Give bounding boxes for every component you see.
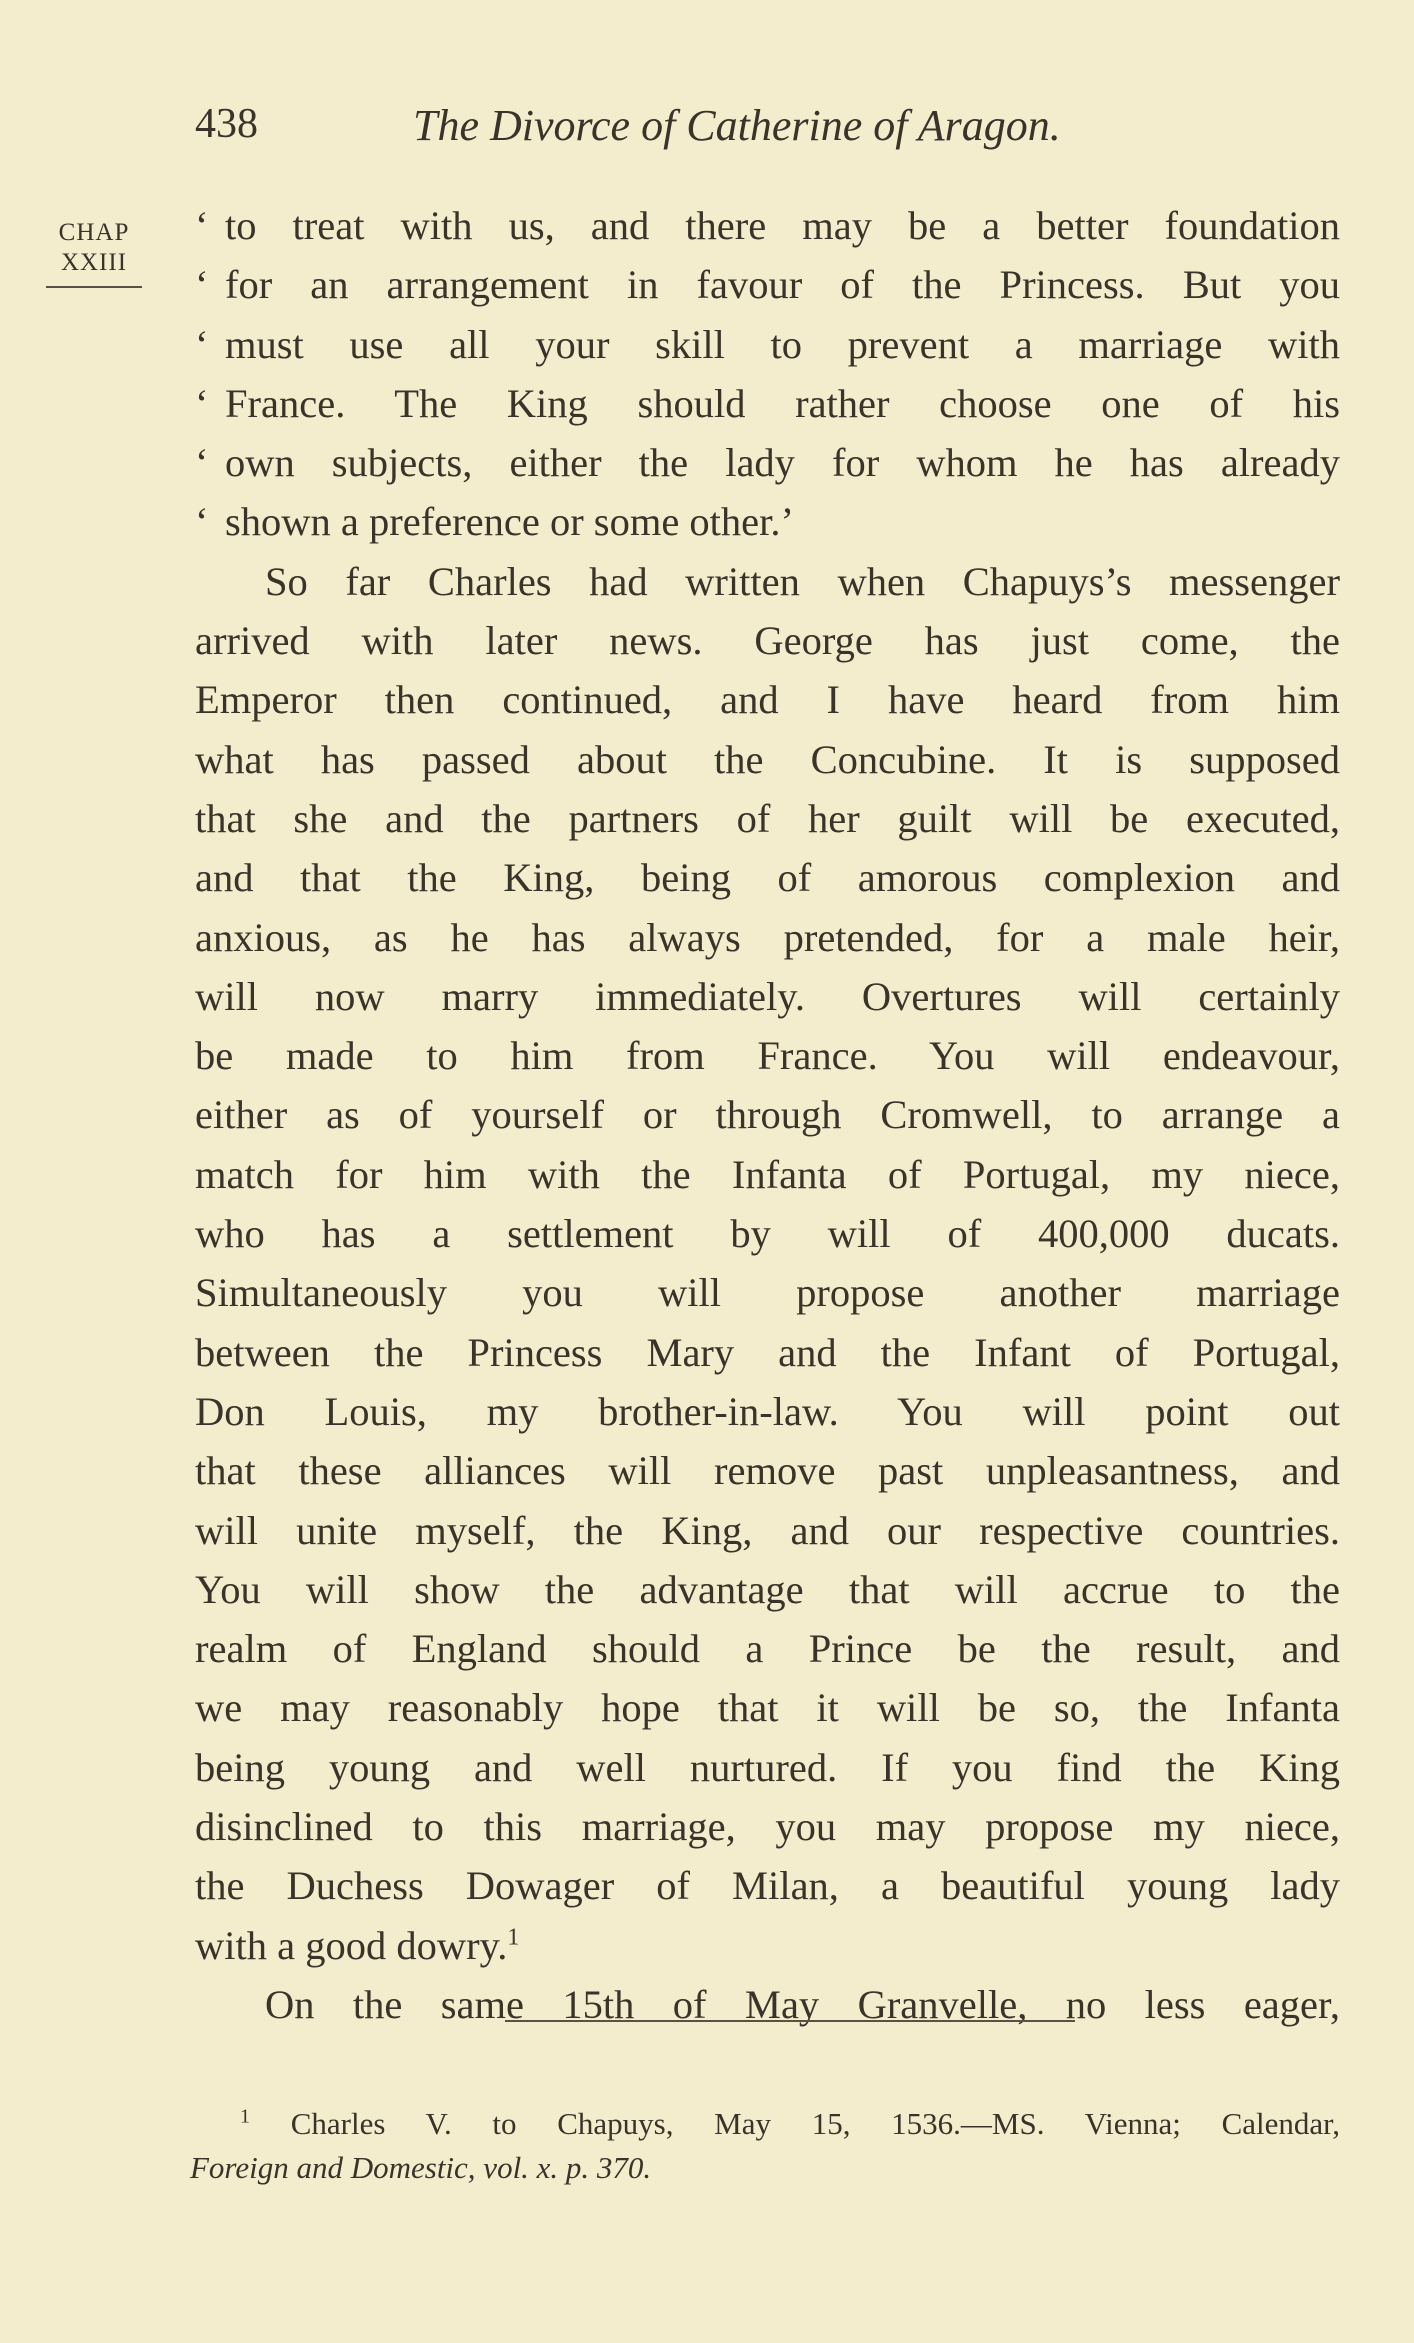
paragraph-line: match for him with the Infanta of Portugal, my niece, — [195, 1151, 1340, 1197]
footnote-line: $^1$ Charles V. to Chapuys, May 15, 1536.—MS. Vienna; Calendar, — [240, 2105, 1340, 2141]
paragraph-line: what has passed about the Concubine. It is supposed — [195, 736, 1340, 782]
paragraph-line: Simultaneously you will propose another marriage — [195, 1270, 1340, 1316]
body-text — [195, 196, 1340, 2034]
paragraph-line: being young and well nurtured. If you find the King — [195, 1744, 1340, 1790]
paragraph-line: the Duchess Dowager of Milan, a beautiful young lady — [195, 1863, 1340, 1909]
quote-mark: ‘ — [195, 321, 209, 367]
chapter-margin-note — [44, 218, 144, 288]
quote-mark: ‘ — [195, 499, 209, 545]
paragraph-line: who has a settlement by will of 400,000 ducats. — [195, 1211, 1340, 1257]
paragraph-line: realm of England should a Prince be the result, and — [195, 1626, 1340, 1672]
quote-line: ‘ must use all your skill to prevent a marriage with — [195, 315, 1340, 374]
quote-line: ‘ own subjects, either the lady for whom he has already — [195, 433, 1340, 492]
footnote-line: Foreign and Domestic, vol. x. p. 370. — [190, 2150, 652, 2185]
paragraph-line: disinclined to this marriage, you may propose my niece, — [195, 1804, 1340, 1850]
quote-line: ‘ shown a preference or some other.’ — [195, 492, 1340, 551]
margin-rule — [46, 286, 142, 288]
page-number: 438 — [195, 101, 258, 147]
paragraph-line: So far Charles had written when Chapuys’s messenger — [265, 558, 1340, 604]
running-title: The Divorce of Catherine of Aragon. — [413, 101, 1061, 150]
paragraph-line: that she and the partners of her guilt will be executed, — [195, 795, 1340, 841]
quote-mark: ‘ — [195, 203, 209, 248]
paragraph-line: between the Princess Mary and the Infant of Portugal, — [195, 1329, 1340, 1375]
paragraph-line: and that the King, being of amorous complexion and — [195, 855, 1340, 901]
paragraph-line: be made to him from France. You will endeavour, — [195, 1033, 1340, 1079]
page-header — [195, 100, 1340, 160]
chapter-label: CHAP — [58, 219, 130, 246]
paragraph-line: anxious, as he has always pretended, for a male heir, — [195, 914, 1340, 960]
quote-mark: ‘ — [195, 440, 209, 486]
footnote-marker: 1 — [240, 2105, 250, 2128]
footnote-divider — [505, 2020, 1075, 2022]
quote-line: ‘ for an arrangement in favour of the Princess. But you — [195, 255, 1340, 314]
chapter-number: XXIII — [60, 249, 128, 276]
paragraph-line: that these alliances will remove past unpleasantness, and — [195, 1448, 1340, 1494]
quote-line: ‘ to treat with us, and there may be a better foundation — [195, 196, 1340, 255]
quote-mark: ‘ — [195, 262, 209, 308]
paragraph-line: will now marry immediately. Overtures will certainly — [195, 973, 1340, 1019]
paragraph-line: we may reasonably hope that it will be so, the Infanta — [195, 1685, 1340, 1731]
footnote — [190, 2102, 1340, 2190]
footnote-reference[interactable]: 1 — [507, 1924, 520, 1951]
paragraph-line: arrived with later news. George has just come, the — [195, 618, 1340, 664]
paragraph-line: Don Louis, my brother-in-law. You will point out — [195, 1388, 1340, 1434]
paragraph-line: You will show the advantage that will accrue to the — [195, 1566, 1340, 1612]
quote-mark: ‘ — [195, 380, 209, 426]
paragraph-line: Emperor then continued, and I have heard from him — [195, 677, 1340, 723]
paragraph-line: will unite myself, the King, and our respective countries. — [195, 1507, 1340, 1553]
paragraph-line: On the same 15th of May Granvelle, no less eager, — [265, 1981, 1340, 2027]
paragraph-line: either as of yourself or through Cromwell, to arrange a — [195, 1092, 1340, 1138]
quote-line: ‘ France. The King should rather choose one of his — [195, 374, 1340, 433]
paragraph-line: with a good dowry.$^1$ — [195, 1922, 520, 1968]
